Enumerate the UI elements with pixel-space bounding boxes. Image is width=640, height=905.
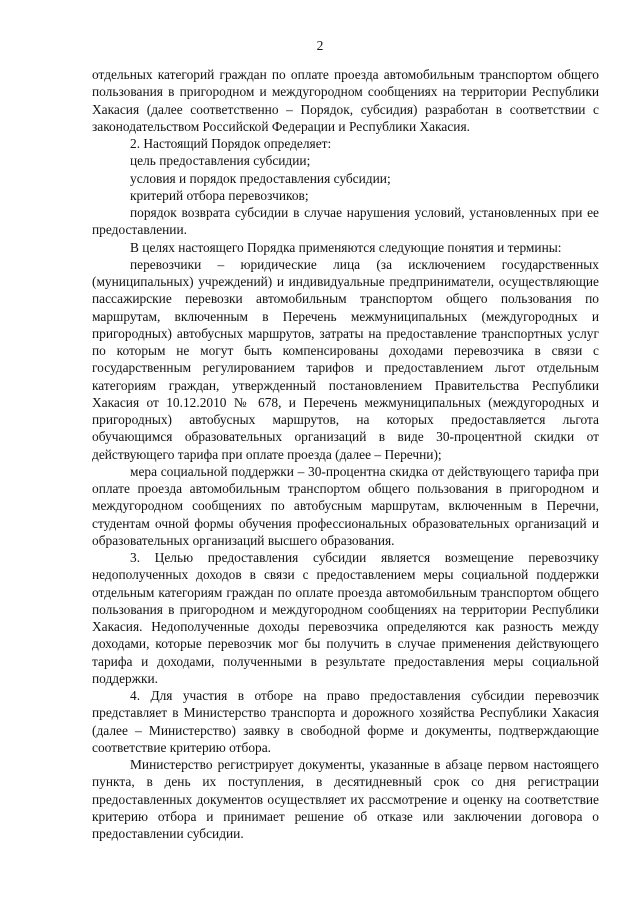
- paragraph-section-4: 4. Для участия в отборе на право предоставления субсидии перевозчик представляет в Министерство транспорта и дорожного хозяйства Республики Хакасия (далее – Министерство) заявку в свободной форме и документы, подтверждающие соответствие критерию отбора.: [92, 688, 599, 755]
- paragraph-section-3: 3. Целью предоставления субсидии является возмещение перевозчику недополученных доходов в связи с предоставлением меры социальной поддержки отдельным категориям граждан по оплате проезда автомобильным транспортом общего пользования в пригородном и междугородном сообщениях на территории Республики Хакасия. Недополученные доходы перевозчика определяются как разность между доходами, которые перевозчик мог бы получить в случае применения действующего тарифа и доходами, полученными в результате предоставления меры социальной поддержки.: [92, 550, 599, 686]
- paragraph-terms-intro: В целях настоящего Порядка применяются следующие понятия и термины:: [130, 239, 562, 255]
- paragraph-ministry-registration: Министерство регистрирует документы, указанные в абзаце первом настоящего пункта, в день их поступления, в десятидневный срок со дня регистрации предоставленных документов осуществляет их рассмотрение и оценку на соответствие критерию отбора и принимает решение об отказе или заключении договора о предоставлении субсидии.: [92, 757, 599, 841]
- paragraph-section-2: 2. Настоящий Порядок определяет:: [130, 136, 332, 151]
- page-number: 2: [316, 38, 324, 53]
- paragraph-list-item-conditions: условия и порядок предоставления субсидии;: [130, 170, 391, 186]
- paragraph-term-carriers: перевозчики – юридические лица (за исключением государственных (муниципальных) учреждений) и индивидуальные предприниматели, осуществляющие пассажирские перевозки автомобильным транспортом общего пользования по маршрутам, включенным в Перечень межмуниципальных (междугородных и пригородных) автобусных маршрутов, затраты на предоставление транспортных услуг по которым не могут быть компенсированы доходами перевозчика в связи с государственным регулированием тарифов и предоставлением льгот отдельным категориям граждан, утвержденный постановлением Правительства Республики Хакасия от 10.12.2010 № 678, и Перечень межмуниципальных (междугородных и пригородных) автобусных маршрутов, на которых предоставляется льгота обучающимся образовательных организаций в виде 30-процентной скидки от действующего тарифа при оплате проезда (далее – Перечни);: [92, 256, 599, 462]
- paragraph-intro-continuation: отдельных категорий граждан по оплате проезда автомобильным транспортом общего пользования в пригородном и междугородном сообщениях на территории Республики Хакасия (далее соответственно – Порядок, субсидия) разработан в соответствии с законодательством Российской Федерации и Республики Хакасия.: [92, 67, 599, 134]
- document-body: [92, 66, 599, 842]
- paragraph-list-item-criterion: критерий отбора перевозчиков;: [130, 187, 309, 203]
- paragraph-term-social-support: мера социальной поддержки – 30-процентна скидка от действующего тарифа при оплате проезда автомобильным транспортом общего пользования в пригородном и междугородном сообщениях по автобусным маршрутам, включенным в Перечни, студентам очной формы обучения профессиональных образовательных организаций и образовательных организаций высшего образования.: [92, 463, 599, 548]
- paragraph-list-item-return: порядок возврата субсидии в случае нарушения условий, установленных при ее предоставлении.: [92, 205, 599, 238]
- paragraph-list-item-purpose: цель предоставления субсидии;: [130, 153, 311, 169]
